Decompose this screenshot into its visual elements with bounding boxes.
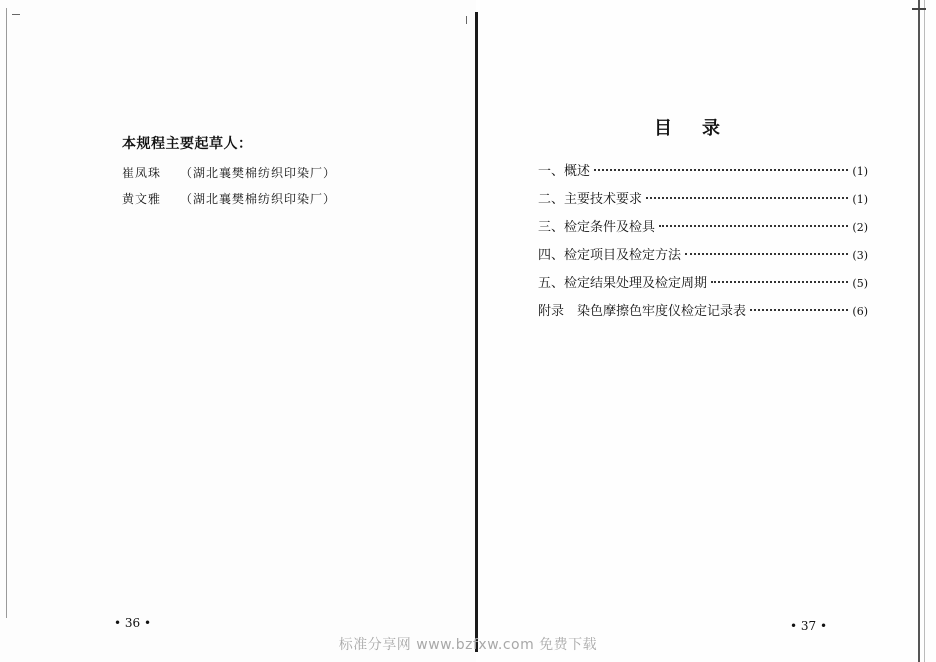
toc-dot-leader [685, 253, 848, 255]
toc-item-page: (1) [852, 165, 868, 178]
page-number-left: • 36 • [114, 616, 152, 630]
toc-item-page: (2) [852, 221, 868, 234]
drafter-name: 黄文雅 [122, 192, 162, 206]
table-of-contents [538, 160, 868, 328]
toc-title: 目录 [654, 118, 750, 139]
toc-item[interactable] [538, 300, 868, 328]
scan-mark [12, 14, 20, 15]
toc-item-label: 四、检定项目及检定方法 [538, 248, 682, 263]
toc-item-label: 五、检定结果处理及检定周期 [538, 276, 708, 291]
drafter-name: 崔凤珠 [122, 166, 162, 180]
toc-item-page: (5) [852, 277, 868, 290]
toc-item[interactable] [538, 244, 868, 272]
right-page [480, 0, 936, 662]
scan-mark [912, 8, 926, 10]
watermark-text: 标准分享网 www.bzfxw.com 免费下载 [338, 637, 598, 653]
toc-dot-leader [646, 197, 848, 199]
toc-item-page: (1) [852, 193, 868, 206]
drafter-row [122, 190, 336, 207]
toc-item[interactable] [538, 216, 868, 244]
toc-item[interactable] [538, 188, 868, 216]
right-page-edge-shadow [924, 0, 925, 662]
toc-item[interactable] [538, 160, 868, 188]
toc-item-page: (3) [852, 249, 868, 262]
toc-item-label: 三、检定条件及检具 [538, 220, 656, 235]
toc-dot-leader [750, 309, 848, 311]
drafter-org: （湖北襄樊棉纺织印染厂） [180, 166, 337, 180]
left-page-edge [6, 8, 7, 618]
drafter-org: （湖北襄樊棉纺织印染厂） [180, 192, 337, 206]
toc-item-label: 一、概述 [538, 164, 591, 179]
drafters-heading: 本规程主要起草人： [122, 136, 253, 152]
toc-dot-leader [711, 281, 848, 283]
toc-dot-leader [594, 169, 848, 171]
toc-item-label: 附录 染色摩擦色牢度仪检定记录表 [538, 304, 747, 319]
drafter-row [122, 164, 336, 181]
page-number-right: • 37 • [790, 619, 828, 633]
toc-dot-leader [659, 225, 848, 227]
right-page-edge [918, 0, 920, 662]
toc-item-label: 二、主要技术要求 [538, 192, 643, 207]
toc-item[interactable] [538, 272, 868, 300]
toc-item-page: (6) [852, 305, 868, 318]
book-spine [475, 12, 478, 652]
scan-mark [466, 16, 467, 24]
